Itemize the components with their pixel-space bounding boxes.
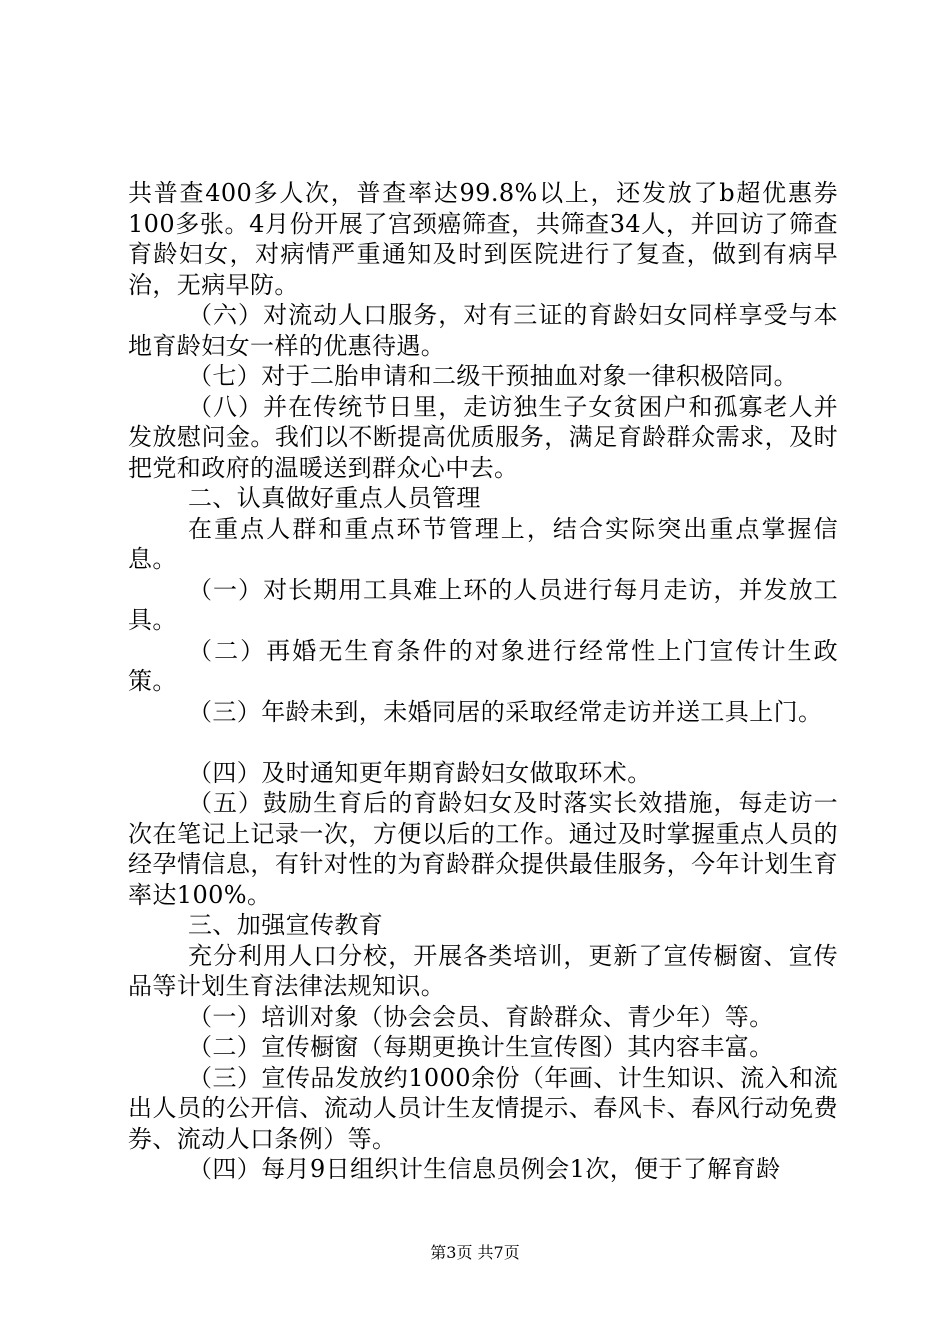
paragraph-9: （三）年龄未到，未婚同居的采取经常走访并送工具上门。 (188, 697, 823, 726)
page-footer: 第3页 共7页 (430, 1243, 520, 1262)
blank-line (128, 727, 838, 758)
paragraph-1: 共普查400多人次，普查率达99.8%以上，还发放了b超优惠券100多张。4月份开展了宫颈癌筛查，共筛查34人，并回访了筛查育龄妇女，对病情严重通知及时到医院进行了复查，做到有病早治，无病早防。 (128, 179, 838, 299)
paragraph-11: （四）及时通知更年期育龄妇女做取环术。 (188, 758, 652, 787)
paragraph-18: （四）每月9日组织计生信息员例会1次，便于了解育龄 (188, 1155, 781, 1183)
paragraph-8: （二）再婚无生育条件的对象进行经常性上门宣传计生政策。 (128, 636, 838, 695)
paragraph-3: （七）对于二胎申请和二级干预抽血对象一律积极陪同。 (188, 362, 798, 390)
paragraph-15: （一）培训对象（协会会员、育龄群众、青少年）等。 (188, 1002, 774, 1031)
paragraph-6: 在重点人群和重点环节管理上，结合实际突出重点掌握信息。 (128, 514, 838, 573)
paragraph-4: （八）并在传统节日里，走访独生子女贫困户和孤寡老人并发放慰问金。我们以不断提高优质服务，满足育龄群众需求，及时把党和政府的温暖送到群众心中去。 (128, 392, 838, 482)
document-body (128, 178, 838, 1185)
paragraph-14: 充分利用人口分校，开展各类培训，更新了宣传橱窗、宣传品等计划生育法律法规知识。 (128, 941, 838, 1000)
paragraph-17: （三）宣传品发放约1000余份（年画、计生知识、流入和流出人员的公开信、流动人员计生友情提示、春风卡、春风行动免费券、流动人口条例）等。 (128, 1063, 838, 1153)
paragraph-7: （一）对长期用工具难上环的人员进行每月走访，并发放工具。 (128, 575, 838, 634)
paragraph-16: （二）宣传橱窗（每期更换计生宣传图）其内容丰富。 (188, 1033, 774, 1061)
paragraph-12: （五）鼓励生育后的育龄妇女及时落实长效措施，每走访一次在笔记上记录一次，方便以后的工作。通过及时掌握重点人员的经孕情信息，有针对性的为育龄群众提供最佳服务，今年计划生育率达100%。 (128, 789, 838, 909)
section-heading-2: 二、认真做好重点人员管理 (188, 484, 481, 512)
section-heading-3: 三、加强宣传教育 (188, 911, 384, 939)
paragraph-2: （六）对流动人口服务，对有三证的育龄妇女同样享受与本地育龄妇女一样的优惠待遇。 (128, 301, 838, 360)
